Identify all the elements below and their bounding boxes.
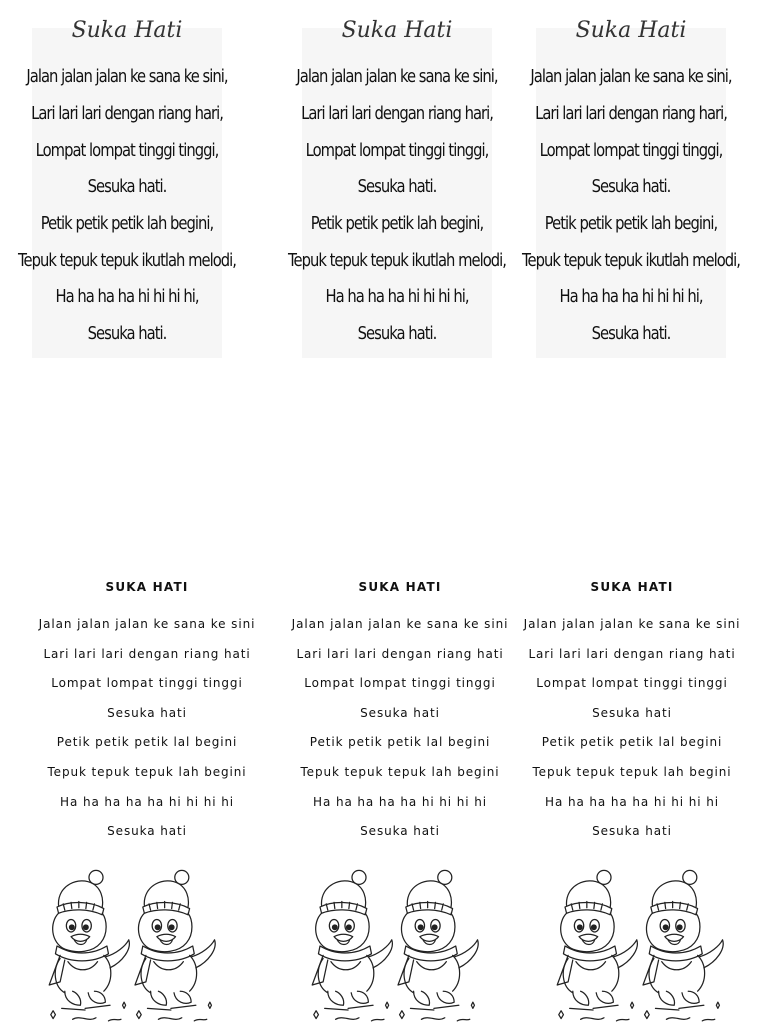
lyric-line: Sesuka hati (592, 824, 672, 839)
top-song-title-cut: Suka Hati (575, 18, 687, 43)
lyric-line: Tepuk tepuk tepuk lah begini (47, 764, 247, 779)
top-lyric-line: Petik petik petik lah begini, (310, 213, 484, 234)
lyric-line: Ha ha ha ha ha hi hi hi hi (60, 794, 234, 809)
top-song-title-cut: Suka Hati (341, 18, 453, 43)
song-title: SUKA HATI (105, 580, 189, 594)
top-lyrics-column-1 (17, 18, 237, 358)
top-lyric-line: Tepuk tepuk tepuk ikutlah melodi, (521, 250, 741, 271)
lyric-line: Jalan jalan jalan ke sana ke sini (291, 617, 509, 631)
top-lyric-line: Jalan jalan jalan ke sana ke sini, (26, 66, 228, 87)
top-lyric-line: Tepuk tepuk tepuk ikutlah melodi, (287, 250, 507, 271)
top-lyric-line: Sesuka hati. (357, 176, 437, 197)
top-lyric-line: Lompat lompat tinggi tinggi, (35, 140, 219, 161)
top-lyric-line: Lompat lompat tinggi tinggi, (539, 140, 723, 161)
penguin-illustration-1 (40, 868, 230, 1024)
top-lyric-line: Lompat lompat tinggi tinggi, (305, 140, 489, 161)
top-lyric-line: Sesuka hati. (591, 176, 671, 197)
top-song-title-cut: Suka Hati (71, 18, 183, 43)
top-lyrics-column-3 (521, 18, 741, 358)
top-lyric-line: Petik petik petik lah begini, (40, 213, 214, 234)
top-lyric-line: Jalan jalan jalan ke sana ke sini, (530, 66, 732, 87)
bottom-lyrics-column-1 (27, 580, 267, 847)
lyric-line: Petik petik petik lal begini (309, 735, 491, 750)
lyric-line: Sesuka hati (360, 705, 440, 720)
lyric-line: Lompat lompat tinggi tinggi (51, 676, 243, 691)
lyric-line: Sesuka hati (107, 824, 187, 839)
lyric-line: Ha ha ha ha ha hi hi hi hi (545, 794, 719, 809)
top-lyric-line: Jalan jalan jalan ke sana ke sini, (296, 66, 498, 87)
lyric-line: Petik petik petik lal begini (541, 735, 723, 750)
lyric-line: Tepuk tepuk tepuk lah begini (532, 764, 732, 779)
song-title: SUKA HATI (358, 580, 442, 594)
top-lyric-line: Lari lari lari dengan riang hari, (301, 103, 493, 124)
penguin-skating-icon (40, 868, 230, 1024)
top-lyric-line: Ha ha ha ha hi hi hi hi, (325, 286, 469, 307)
lyric-line: Lompat lompat tinggi tinggi (304, 676, 496, 691)
lyric-line: Sesuka hati (360, 824, 440, 839)
top-lyrics-column-2 (287, 18, 507, 358)
lyric-line: Sesuka hati (592, 705, 672, 720)
top-lyric-line: Ha ha ha ha hi hi hi hi, (559, 286, 703, 307)
penguin-skating-icon (540, 868, 746, 1024)
lyric-line: Petik petik petik lal begini (56, 735, 238, 750)
lyric-line: Jalan jalan jalan ke sana ke sini (523, 617, 741, 631)
top-lyric-line: Sesuka hati. (357, 323, 437, 344)
lyric-line: Lompat lompat tinggi tinggi (536, 676, 728, 691)
lyric-line: Ha ha ha ha ha hi hi hi hi (313, 794, 487, 809)
top-lyric-line: Petik petik petik lah begini, (544, 213, 718, 234)
top-lyric-line: Sesuka hati. (87, 323, 167, 344)
lyric-line: Lari lari lari dengan riang hati (296, 646, 504, 661)
lyric-line: Lari lari lari dengan riang hati (43, 646, 251, 661)
top-lyric-line: Ha ha ha ha hi hi hi hi, (55, 286, 199, 307)
lyric-line: Tepuk tepuk tepuk lah begini (300, 764, 500, 779)
lyric-line: Sesuka hati (107, 705, 187, 720)
song-title: SUKA HATI (590, 580, 674, 594)
top-lyric-line: Tepuk tepuk tepuk ikutlah melodi, (17, 250, 237, 271)
penguin-skating-icon (292, 868, 504, 1024)
lyric-line: Jalan jalan jalan ke sana ke sini (38, 617, 256, 631)
bottom-lyrics-column-3 (512, 580, 752, 847)
bottom-lyrics-column-2 (280, 580, 520, 847)
top-lyric-line: Sesuka hati. (591, 323, 671, 344)
top-lyric-line: Lari lari lari dengan riang hari, (31, 103, 223, 124)
top-lyric-line: Lari lari lari dengan riang hari, (535, 103, 727, 124)
penguin-illustration-2 (292, 868, 504, 1024)
penguin-illustration-3 (540, 868, 746, 1024)
top-lyric-line: Sesuka hati. (87, 176, 167, 197)
lyric-line: Lari lari lari dengan riang hati (528, 646, 736, 661)
